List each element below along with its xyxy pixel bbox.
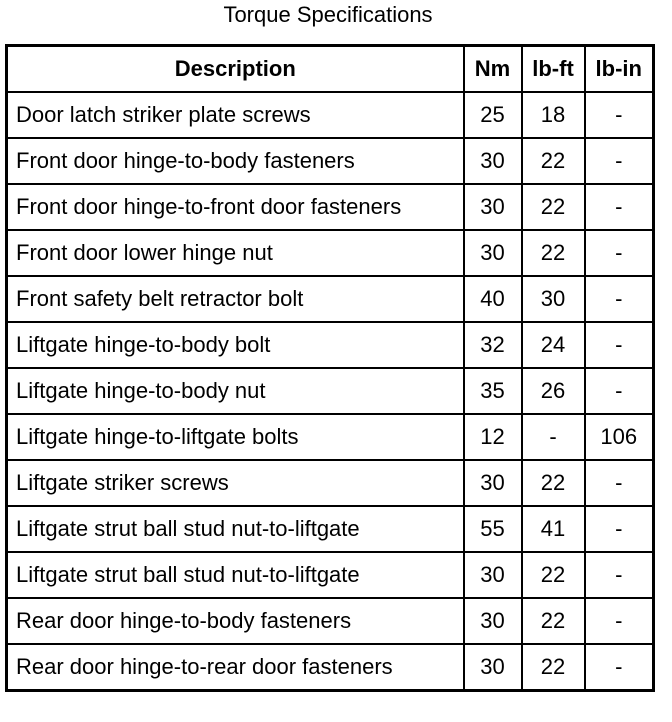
torque-spec-table — [5, 44, 655, 692]
cell-nm: 25 — [464, 92, 522, 138]
table-row — [7, 92, 654, 138]
cell-lb-in: 106 — [585, 414, 654, 460]
cell-description: Front door lower hinge nut — [7, 230, 464, 276]
column-header-lb-ft: lb-ft — [522, 46, 585, 93]
cell-lb-in: - — [585, 276, 654, 322]
cell-description: Rear door hinge-to-rear door fasteners — [7, 644, 464, 691]
cell-lb-in: - — [585, 506, 654, 552]
cell-description: Liftgate hinge-to-body nut — [7, 368, 464, 414]
column-header-description: Description — [7, 46, 464, 93]
cell-description: Liftgate strut ball stud nut-to-liftgate — [7, 552, 464, 598]
table-row — [7, 598, 654, 644]
cell-nm: 30 — [464, 138, 522, 184]
column-header-nm: Nm — [464, 46, 522, 93]
cell-nm: 30 — [464, 184, 522, 230]
cell-lb-ft: 22 — [522, 230, 585, 276]
cell-lb-in: - — [585, 368, 654, 414]
cell-description: Liftgate hinge-to-body bolt — [7, 322, 464, 368]
cell-lb-ft: 22 — [522, 644, 585, 691]
cell-lb-ft: 30 — [522, 276, 585, 322]
cell-description: Liftgate hinge-to-liftgate bolts — [7, 414, 464, 460]
table-row — [7, 230, 654, 276]
cell-lb-ft: 22 — [522, 460, 585, 506]
cell-nm: 30 — [464, 552, 522, 598]
table-row — [7, 414, 654, 460]
cell-lb-in: - — [585, 552, 654, 598]
cell-lb-ft: 24 — [522, 322, 585, 368]
cell-lb-in: - — [585, 460, 654, 506]
cell-nm: 55 — [464, 506, 522, 552]
cell-description: Front safety belt retractor bolt — [7, 276, 464, 322]
cell-nm: 35 — [464, 368, 522, 414]
cell-description: Front door hinge-to-body fasteners — [7, 138, 464, 184]
cell-description: Front door hinge-to-front door fasteners — [7, 184, 464, 230]
cell-lb-in: - — [585, 230, 654, 276]
cell-lb-ft: 18 — [522, 92, 585, 138]
cell-nm: 30 — [464, 644, 522, 691]
cell-nm: 30 — [464, 598, 522, 644]
table-row — [7, 184, 654, 230]
cell-lb-in: - — [585, 184, 654, 230]
cell-lb-in: - — [585, 92, 654, 138]
table-body — [7, 92, 654, 691]
cell-description: Rear door hinge-to-body fasteners — [7, 598, 464, 644]
table-row — [7, 552, 654, 598]
cell-lb-in: - — [585, 322, 654, 368]
cell-nm: 30 — [464, 460, 522, 506]
cell-lb-ft: 26 — [522, 368, 585, 414]
cell-lb-ft: - — [522, 414, 585, 460]
cell-description: Liftgate strut ball stud nut-to-liftgate — [7, 506, 464, 552]
cell-nm: 40 — [464, 276, 522, 322]
page-title: Torque Specifications — [223, 2, 433, 27]
cell-nm: 32 — [464, 322, 522, 368]
cell-lb-in: - — [585, 138, 654, 184]
cell-lb-ft: 22 — [522, 552, 585, 598]
cell-nm: 12 — [464, 414, 522, 460]
table-row — [7, 322, 654, 368]
cell-description: Door latch striker plate screws — [7, 92, 464, 138]
cell-lb-ft: 22 — [522, 184, 585, 230]
table-row — [7, 138, 654, 184]
table-row — [7, 506, 654, 552]
table-row — [7, 276, 654, 322]
cell-lb-in: - — [585, 598, 654, 644]
table-row — [7, 368, 654, 414]
table-header-row — [7, 46, 654, 93]
cell-lb-ft: 22 — [522, 138, 585, 184]
table-row — [7, 644, 654, 691]
column-header-lb-in: lb-in — [585, 46, 654, 93]
cell-nm: 30 — [464, 230, 522, 276]
cell-lb-in: - — [585, 644, 654, 691]
cell-lb-ft: 41 — [522, 506, 585, 552]
cell-description: Liftgate striker screws — [7, 460, 464, 506]
cell-lb-ft: 22 — [522, 598, 585, 644]
table-row — [7, 460, 654, 506]
